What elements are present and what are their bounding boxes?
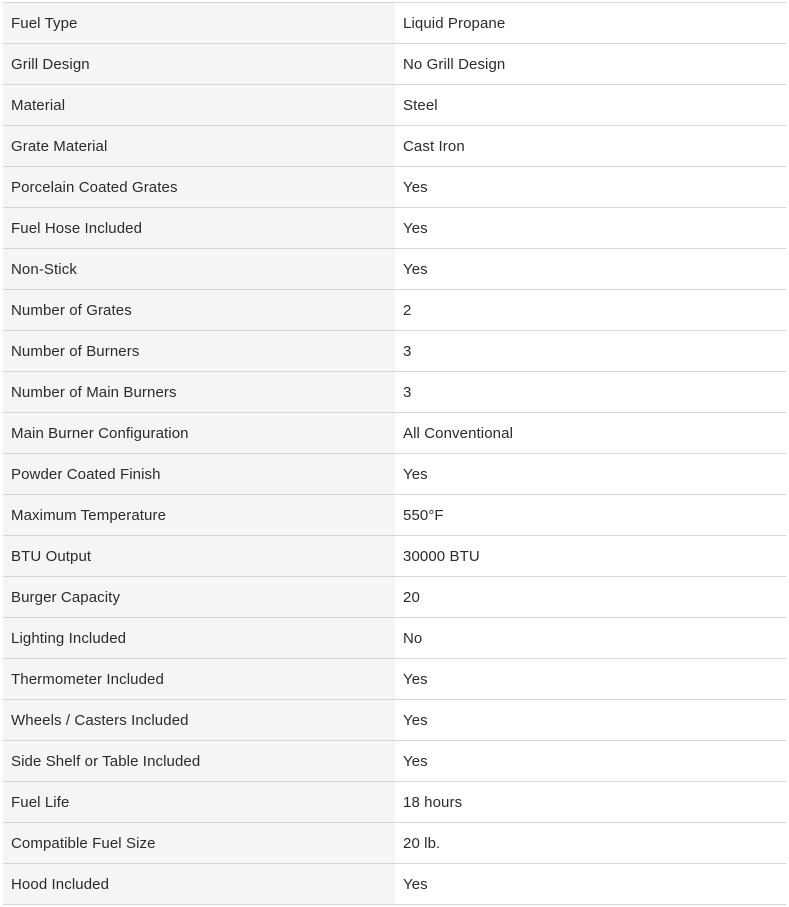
spec-row-porcelain-coated-grates — [3, 167, 786, 208]
spec-label: Wheels / Casters Included — [3, 700, 395, 740]
spec-value: 3 — [395, 372, 786, 412]
spec-label: Material — [3, 85, 395, 125]
spec-label: Porcelain Coated Grates — [3, 167, 395, 207]
spec-label: Fuel Life — [3, 782, 395, 822]
spec-row-number-of-main-burners — [3, 372, 786, 413]
spec-value: Yes — [395, 864, 786, 904]
spec-label: Fuel Hose Included — [3, 208, 395, 248]
spec-value: No — [395, 618, 786, 658]
spec-label: Thermometer Included — [3, 659, 395, 699]
spec-row-number-of-burners — [3, 331, 786, 372]
spec-label: Number of Main Burners — [3, 372, 395, 412]
spec-label: Number of Grates — [3, 290, 395, 330]
spec-label: Fuel Type — [3, 3, 395, 43]
spec-row-burger-capacity — [3, 577, 786, 618]
spec-value: No Grill Design — [395, 44, 786, 84]
spec-label: Compatible Fuel Size — [3, 823, 395, 863]
spec-value: 550°F — [395, 495, 786, 535]
spec-value: 18 hours — [395, 782, 786, 822]
spec-value: Yes — [395, 659, 786, 699]
spec-label: Burger Capacity — [3, 577, 395, 617]
spec-value: Yes — [395, 167, 786, 207]
spec-row-btu-output — [3, 536, 786, 577]
spec-label: BTU Output — [3, 536, 395, 576]
spec-label: Hood Included — [3, 864, 395, 904]
spec-row-maximum-temperature — [3, 495, 786, 536]
spec-value: Yes — [395, 454, 786, 494]
spec-value: 20 — [395, 577, 786, 617]
spec-row-main-burner-configuration — [3, 413, 786, 454]
spec-label: Non-Stick — [3, 249, 395, 289]
spec-value: Steel — [395, 85, 786, 125]
spec-row-lighting-included — [3, 618, 786, 659]
spec-label: Side Shelf or Table Included — [3, 741, 395, 781]
spec-label: Maximum Temperature — [3, 495, 395, 535]
spec-row-grill-design — [3, 44, 786, 85]
spec-value: 20 lb. — [395, 823, 786, 863]
spec-row-number-of-grates — [3, 290, 786, 331]
spec-row-non-stick — [3, 249, 786, 290]
spec-value: Liquid Propane — [395, 3, 786, 43]
spec-value: 3 — [395, 331, 786, 371]
spec-row-side-shelf-or-table-included — [3, 741, 786, 782]
spec-row-powder-coated-finish — [3, 454, 786, 495]
spec-value: Yes — [395, 249, 786, 289]
spec-row-material — [3, 85, 786, 126]
spec-row-fuel-life — [3, 782, 786, 823]
spec-value: 30000 BTU — [395, 536, 786, 576]
spec-row-thermometer-included — [3, 659, 786, 700]
spec-row-compatible-fuel-size — [3, 823, 786, 864]
spec-value: 2 — [395, 290, 786, 330]
spec-label: Main Burner Configuration — [3, 413, 395, 453]
spec-label: Lighting Included — [3, 618, 395, 658]
spec-label: Powder Coated Finish — [3, 454, 395, 494]
spec-row-fuel-type — [3, 3, 786, 44]
spec-label: Number of Burners — [3, 331, 395, 371]
spec-row-fuel-hose-included — [3, 208, 786, 249]
spec-value: Yes — [395, 700, 786, 740]
spec-value: Yes — [395, 741, 786, 781]
spec-value: All Conventional — [395, 413, 786, 453]
spec-row-hood-included — [3, 864, 786, 905]
spec-row-grate-material — [3, 126, 786, 167]
spec-label: Grill Design — [3, 44, 395, 84]
spec-value: Cast Iron — [395, 126, 786, 166]
spec-row-wheels-casters-included — [3, 700, 786, 741]
spec-value: Yes — [395, 208, 786, 248]
spec-label: Grate Material — [3, 126, 395, 166]
specifications-table — [3, 2, 786, 905]
